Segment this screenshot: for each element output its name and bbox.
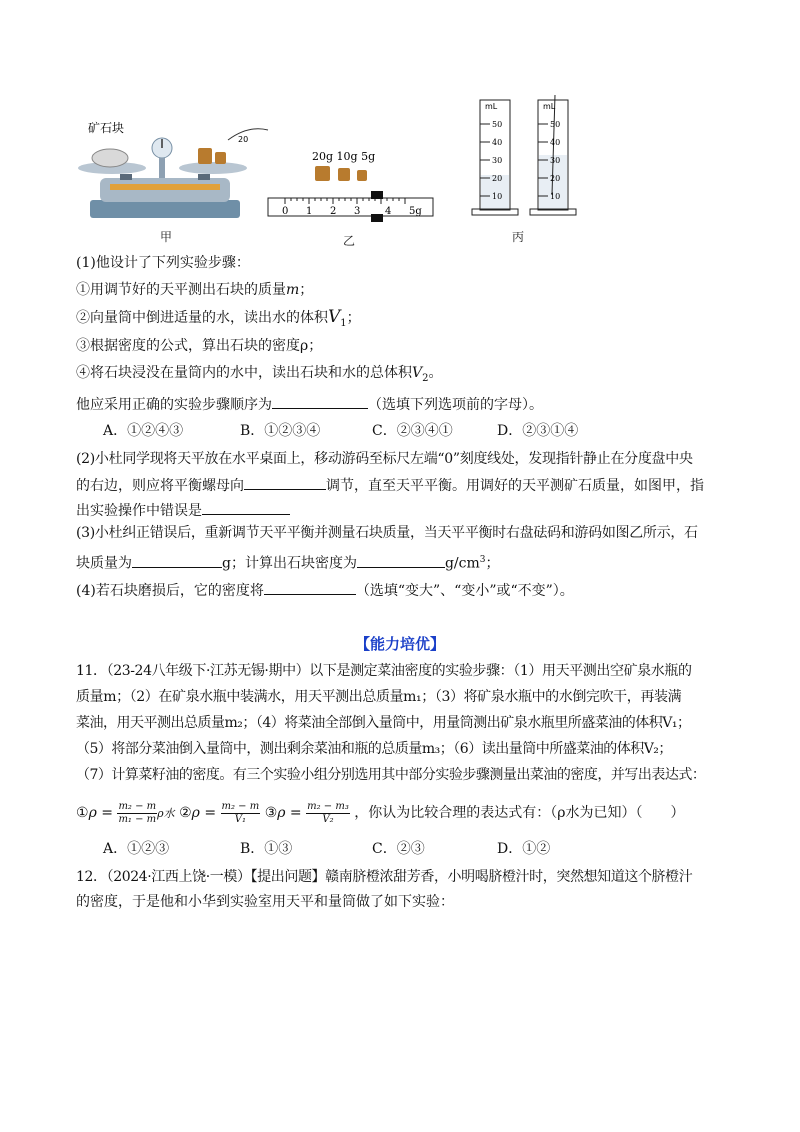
q11-line-5: （7）计算菜籽油的密度。有三个实验小组分别选用其中部分实验步骤测量出菜油的密度，并写出表达式： [76,767,706,783]
cyl1-20: 20 [492,174,503,183]
weight-5g [357,170,367,181]
cyl2-10: 10 [550,192,561,201]
tick-2: 2 [330,206,337,217]
part2-line-3: 出实验操作中错误是 [76,500,290,520]
balance-base [90,200,240,218]
formula-3-fraction: $\frac{\text{m₂ − m₃}}{\text{V₂}}$ [307,800,349,825]
q11-option-d: D．①② [497,841,551,857]
q11-line-4: （5）将部分菜油倒入量筒中，测出剩余菜油和瓶的总质量m₃；（6）读出量筒中所盛菜油的体积V₂； [76,741,672,757]
cyl2-20: 20 [550,174,561,183]
step-2: ②向量筒中倒进适量的水，读出水的体积$V_1$； [76,307,361,329]
cyl1-40: 40 [492,138,503,147]
weight-small [215,152,226,164]
cyl2-40: 40 [550,138,561,147]
answer-blank-direction[interactable] [244,475,326,490]
figure-cylinders [470,95,580,225]
weights-label: 20g 10g 5g [312,150,376,163]
formula-2-fraction: $\frac{\text{m₂ − m}}{\text{V₁}}$ [221,800,260,825]
step-4: ④将石块浸没在量筒内的水中，读出石块和水的总体积$V_2$。 [76,365,443,384]
q11-option-b: B．①③ [240,841,293,857]
tick-0: 0 [282,206,289,217]
weight-20g [315,166,330,181]
cyl2-30: 30 [550,156,561,165]
cyl2-unit: mL [543,102,556,111]
answer-blank-mass[interactable] [132,553,222,568]
q11-line-1: 11．（23-24八年级下·江苏无锡·期中）以下是测定菜油密度的实验步骤：（1）用天平测出空矿泉水瓶的 [76,663,692,679]
ore-stone [92,149,128,167]
tick-4: 4 [385,206,392,217]
q11-option-c: C．②③ [372,841,425,857]
cyl2-50: 50 [550,120,561,129]
right-pan [179,162,247,174]
answer-blank-error[interactable] [202,500,290,515]
step-3: ③根据密度的公式，算出石块的密度ρ； [76,338,323,354]
tick-1: 1 [306,206,313,217]
q10-option-b: B．①②③④ [240,423,321,439]
ore-label: 矿石块 [88,121,125,135]
part1-intro: (1)他设计了下列实验步骤： [76,255,250,271]
q12-line-2: 的密度，于是他和小华到实验室用天平和量筒做了如下实验： [76,894,454,910]
answer-blank-density[interactable] [357,553,445,568]
figure-rider-scale [265,148,440,223]
q10-option-d: D．②③①④ [497,423,579,439]
section-heading: 【能力培优】 [354,635,445,653]
q11-line-3: 菜油，用天平测出总质量m₂；（4）将菜油全部倒入量筒中，用量筒测出矿泉水瓶里所盛菜油的体积V₁； [76,715,691,731]
cyl1-10: 10 [492,192,503,201]
part3-line-1: (3)小杜纠正错误后，重新调节天平平衡并测量石块质量，当天平平衡时右盘砝码和游码如图乙所示，石 [76,525,698,541]
q12-line-1: 12．（2024·江西上饶·一模）【提出问题】赣南脐橙浓甜芳香，小明喝脐橙汁时，突然想知道这个脐橙汁 [76,869,693,885]
part3-line-2: 块质量为 g；计算出石块密度为 $g/cm^3$； [76,551,500,573]
figure-balance [70,108,270,228]
answer-blank-wear[interactable] [264,580,356,595]
caption-yi: 乙 [343,234,356,248]
caption-bing: 丙 [512,230,525,244]
rider-top [371,191,383,199]
tick-3: 3 [354,206,361,217]
weight-tag: 20 [238,135,249,144]
rider-bottom [371,214,383,222]
q11-option-a: A．①②③ [103,841,170,857]
q10-option-a: A．①②④③ [103,423,184,439]
cylinder-1 [472,100,518,215]
cyl1-50: 50 [492,120,503,129]
answer-blank-order[interactable] [272,394,368,409]
cylinder-2 [530,95,576,215]
tick-5: 5g [409,206,422,217]
cyl1-unit: mL [485,102,498,111]
weight-large [198,148,212,164]
q11-formulas: ①ρ = $\frac{\text{m₂ − m}}{\text{m₁ − m}}$ ρ水 ②ρ = $\frac{\text{m₂ − m}}{\text{V₁}}$ ③ρ = $\frac{\text{m₂ − m₃}}{\text{V₂}}$ ，你认为比较合理的表达式有：（ρ水为已知）（ ） [76,800,685,825]
weight-10g [338,168,350,181]
caption-jia: 甲 [160,230,173,244]
step-1: ①用调节好的天平测出石块的质量m； [76,282,314,298]
part2-line-2: 的右边，则应将平衡螺母向 调节，直至天平平衡。用调好的天平测矿石质量，如图甲，指 [76,475,704,495]
part4-line: (4)若石块磨损后，它的密度将 （选填“变大”、“变小”或“不变”）。 [76,580,574,600]
part2-line-1: (2)小杜同学现将天平放在水平桌面上，移动游码至标尺左端“0”刻度线处，发现指针静止在分度盘中央 [76,451,693,467]
balance-beam [110,184,220,190]
q11-line-2: 质量m；（2）在矿泉水瓶中装满水，用天平测出总质量m₁；（3）将矿泉水瓶中的水倒完吹干，再装满 [76,689,682,705]
formula-1-fraction: $\frac{\text{m₂ − m}}{\text{m₁ − m}}$ [118,800,157,825]
order-question: 他应采用正确的实验步骤顺序为 （选填下列选项前的字母）。 [76,394,543,414]
cyl1-30: 30 [492,156,503,165]
q10-option-c: C．②③④① [372,423,453,439]
